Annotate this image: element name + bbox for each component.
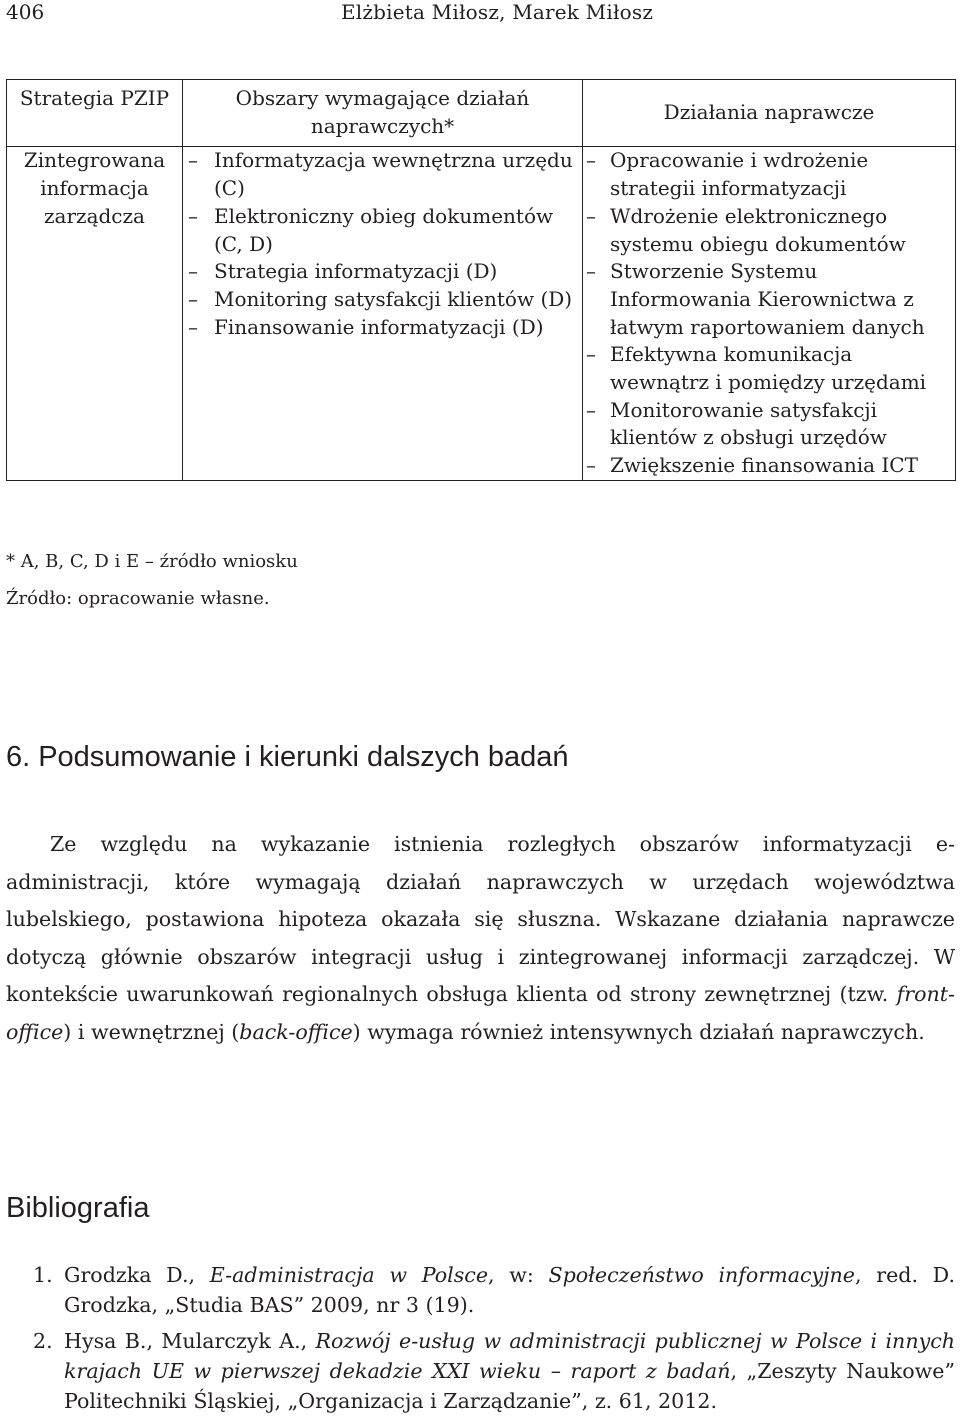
list-item: – Strategia informatyzacji (D) bbox=[214, 258, 582, 286]
entry-title: Rozwój e-usług w administracji publicznej w Polsce i innych krajach UE w pierwszej dekadzie XXI wieku – raport z badań bbox=[64, 1329, 956, 1383]
entry-separator: , bbox=[188, 1263, 210, 1287]
list-item: – Elektroniczny obieg dokumentów (C, D) bbox=[214, 203, 582, 258]
page-number: 406 bbox=[6, 0, 45, 24]
actions-cell bbox=[583, 147, 956, 480]
list-item: – Wdrożenie elektronicznego systemu obiegu dokumentów bbox=[610, 203, 955, 258]
section-heading bbox=[6, 741, 569, 774]
entry-source: Społeczeństwo informacyjne bbox=[548, 1263, 855, 1287]
paragraph-text: ) wymaga również intensywnych działań naprawczych. bbox=[352, 1019, 925, 1044]
bibliography-entry bbox=[6, 1326, 955, 1416]
entry-authors: Grodzka D. bbox=[64, 1263, 189, 1287]
strategy-cell: Zintegrowana informacja zarządcza bbox=[7, 147, 183, 480]
list-item: – Finansowanie informatyzacji (D) bbox=[214, 314, 582, 342]
list-item: – Zwiększenie finansowania ICT bbox=[610, 452, 955, 480]
header-actions: Działania naprawcze bbox=[583, 80, 956, 147]
remedial-actions-table bbox=[6, 79, 956, 481]
entry-number: 1. bbox=[33, 1263, 53, 1287]
list-item: – Monitorowanie satysfakcji klientów z obsługi urzędów bbox=[610, 397, 955, 452]
paragraph-emphasis: front-office bbox=[6, 982, 955, 1044]
list-item: – Informatyzacja wewnętrzna urzędu (C) bbox=[214, 147, 582, 202]
bibliography-list bbox=[6, 1260, 955, 1422]
bibliography-heading: Bibliografia bbox=[6, 1192, 150, 1224]
table-source: Źródło: opracowanie własne. bbox=[6, 588, 270, 609]
running-head: Elżbieta Miłosz, Marek Miłosz bbox=[341, 0, 654, 24]
list-item: – Monitoring satysfakcji klientów (D) bbox=[214, 286, 582, 314]
entry-number: 2. bbox=[33, 1329, 53, 1353]
paragraph-emphasis: back-office bbox=[239, 1019, 353, 1044]
section-title: Podsumowanie i kierunki dalszych badań bbox=[38, 741, 569, 773]
summary-paragraph bbox=[6, 826, 955, 1051]
header-strategy: Strategia PZIP bbox=[7, 80, 183, 147]
page-header bbox=[0, 0, 960, 26]
entry-separator: , bbox=[300, 1329, 316, 1353]
entry-details: , red. D. Grodzka, „Studia BAS” 2009, nr 3 (19). bbox=[64, 1263, 956, 1317]
paragraph-text: Ze względu na wykazanie istnienia rozległych obszarów informatyzacji e-administracji, które wymagają działań naprawczych w urzędach województwa lubelskiego, postawiona hipoteza okazała się słuszna. Wskazane działania naprawcze dotyczą głównie obszarów integracji usług i zintegrowanej informacji zarządczej. W kontekście uwarunkowań regionalnych obsługa klienta od strony zewnętrznej (tzw. bbox=[6, 832, 955, 1006]
actions-list bbox=[583, 147, 955, 479]
header-areas: Obszary wymagające działań naprawczych* bbox=[183, 80, 583, 147]
paragraph-text: ) i wewnętrznej ( bbox=[63, 1019, 240, 1044]
list-item: – Opracowanie i wdrożenie strategii informatyzacji bbox=[610, 147, 955, 202]
table-footnote: * A, B, C, D i E – źródło wniosku bbox=[6, 551, 298, 572]
entry-title: E-administracja w Polsce bbox=[209, 1263, 489, 1287]
entry-separator: , w: bbox=[488, 1263, 549, 1287]
areas-list bbox=[183, 147, 582, 341]
entry-authors: Hysa B., Mularczyk A. bbox=[64, 1329, 301, 1353]
bibliography-entry bbox=[6, 1260, 955, 1320]
list-item: – Stworzenie Systemu Informowania Kierownictwa z łatwym raportowaniem danych bbox=[610, 258, 955, 341]
table-header-row bbox=[7, 80, 956, 147]
section-number: 6. bbox=[6, 741, 31, 773]
entry-details: , „Zeszyty Naukowe” Politechniki Śląskiej, „Organizacja i Zarządzanie”, z. 61, 2012. bbox=[64, 1359, 955, 1413]
list-item: – Efektywna komunikacja wewnątrz i pomiędzy urzędami bbox=[610, 341, 955, 396]
table-row bbox=[7, 147, 956, 480]
areas-cell bbox=[183, 147, 583, 480]
